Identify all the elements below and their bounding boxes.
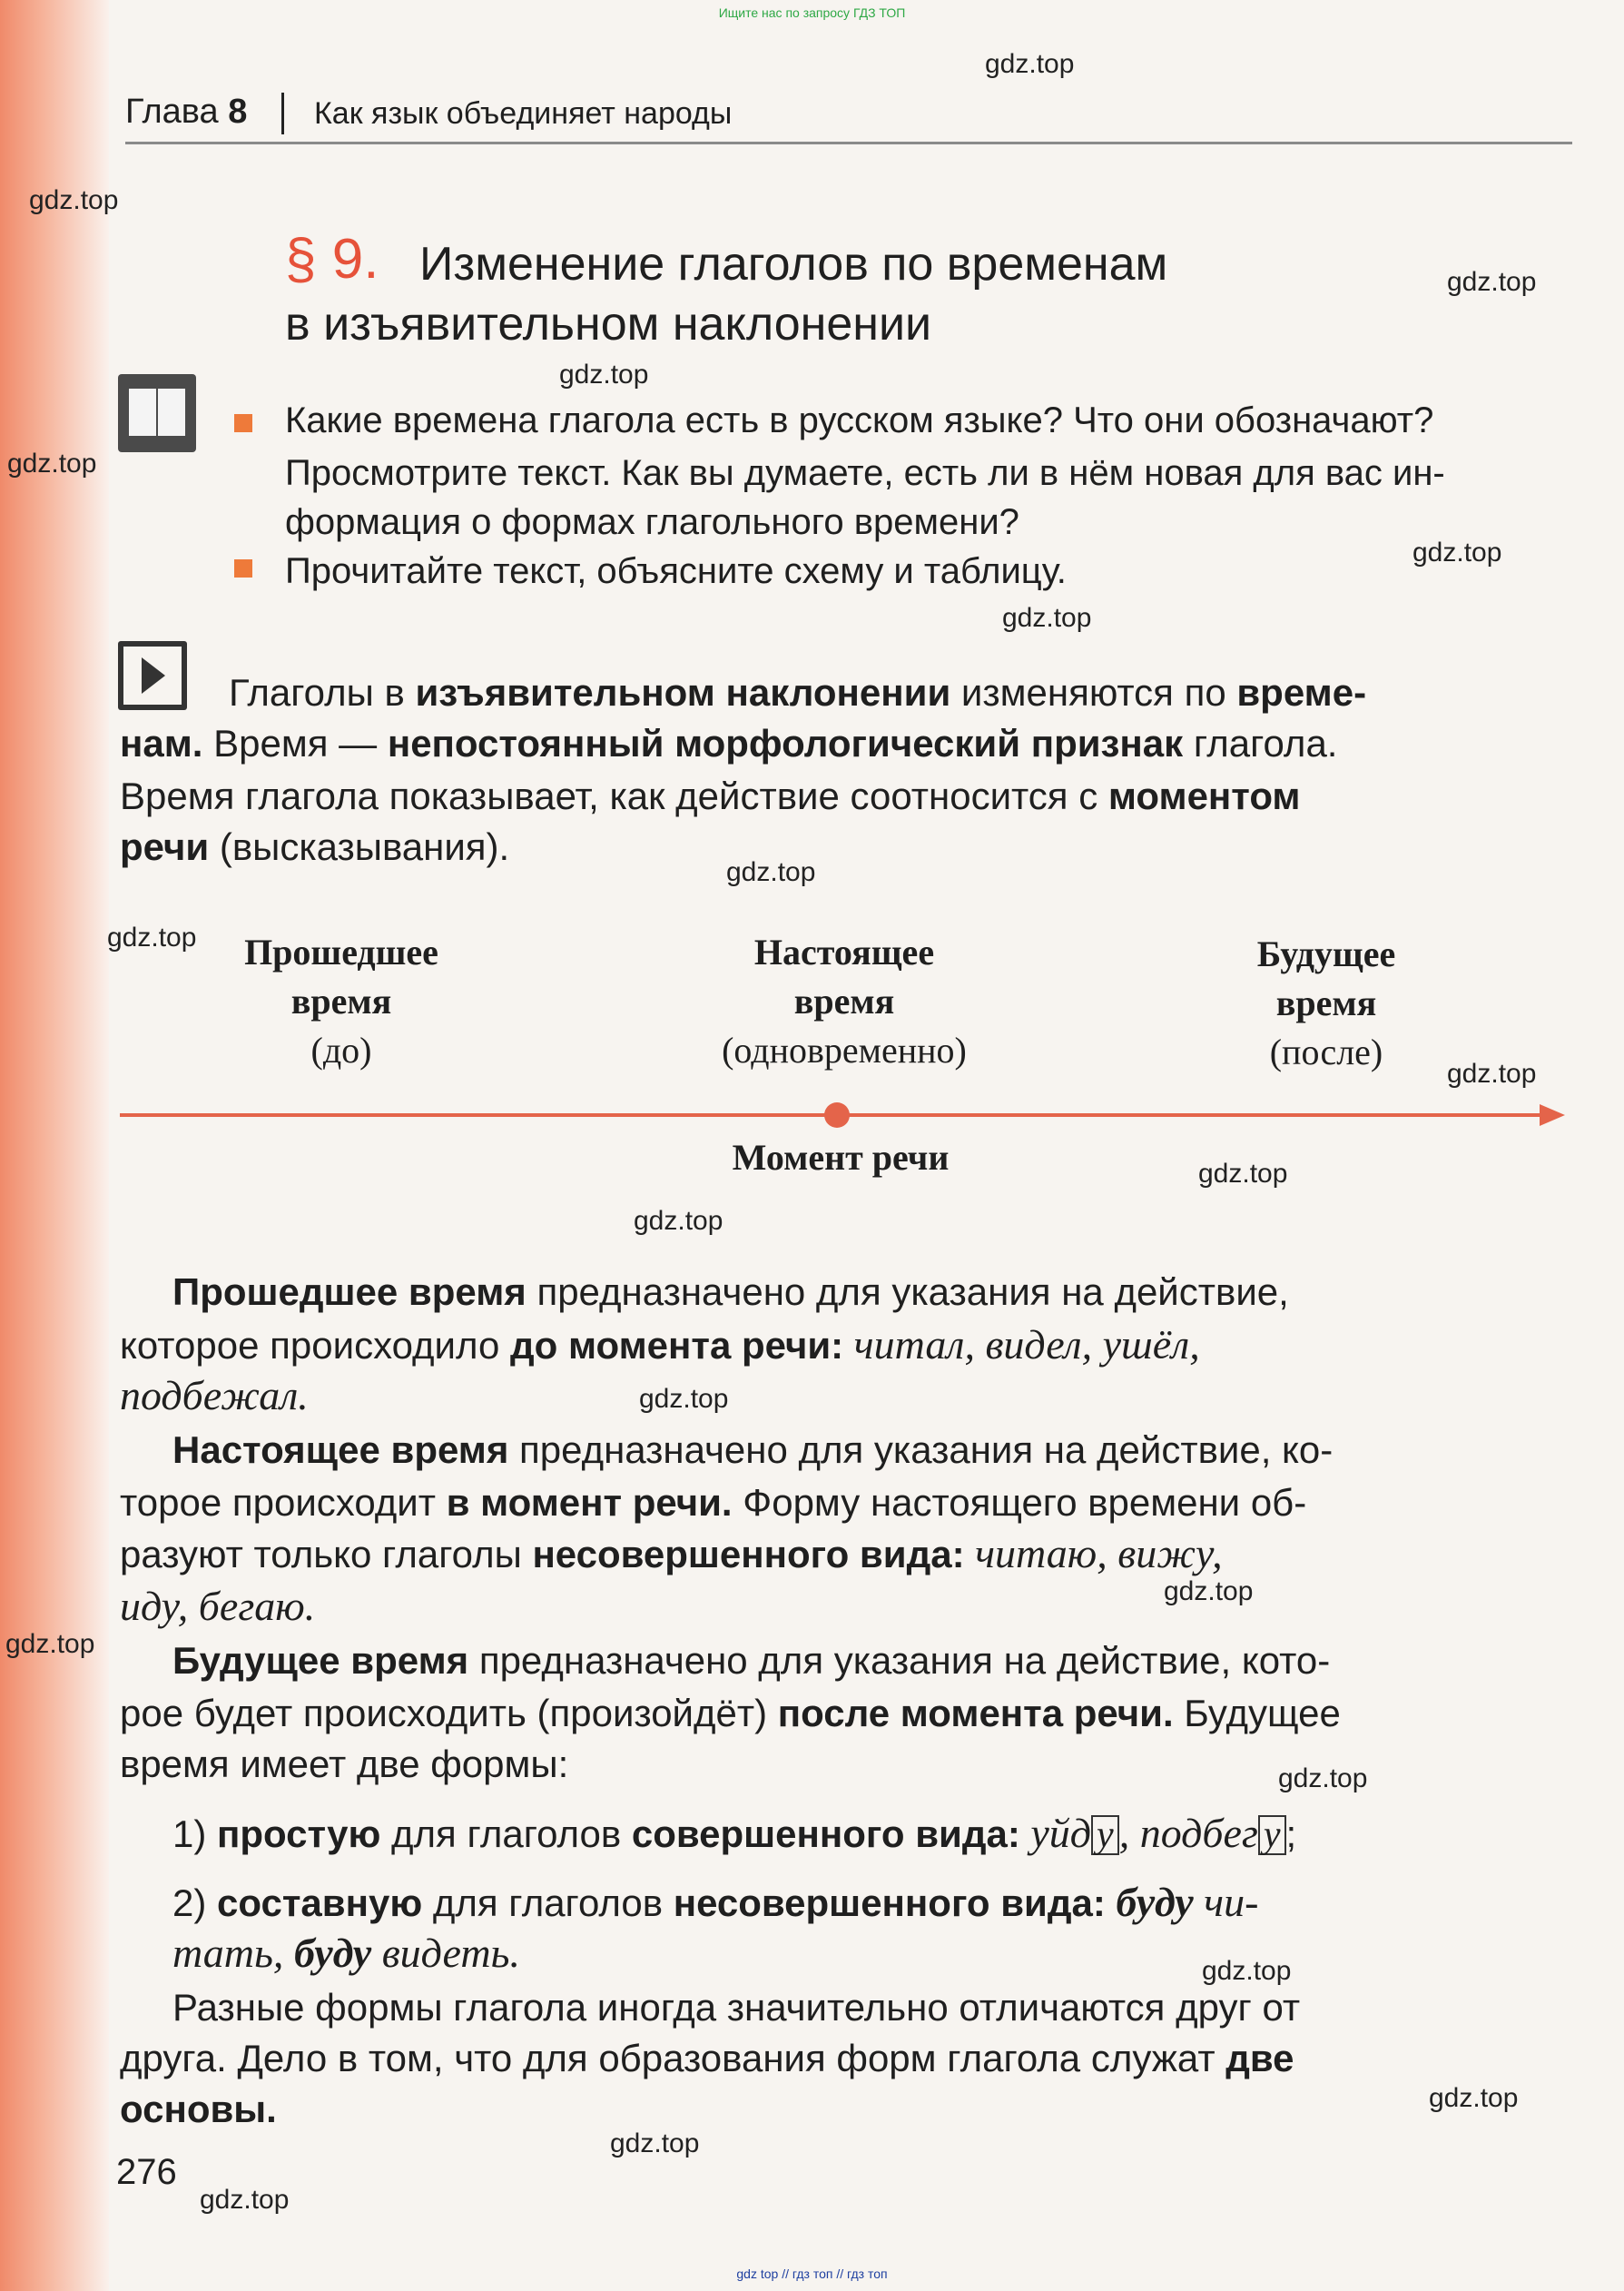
rule-line2: нам. Время — непостоянный морфологический признак глагола.: [120, 722, 1338, 765]
section-title-line1: Изменение глаголов по временам: [419, 238, 1168, 291]
watermark: gdz.top: [726, 857, 816, 887]
present-line3: разуют только глаголы несовершенного вида: читаю, вижу,: [120, 1530, 1223, 1576]
watermark: gdz.top: [1429, 2083, 1519, 2113]
watermark: gdz.top: [1278, 1763, 1368, 1793]
final-line1: Разные формы глагола иногда значительно отличаются друг от: [172, 1986, 1301, 2029]
future-form-2-line1: 2) составную для глаголов несовершенного вида: буду чи-: [172, 1879, 1259, 1925]
question-2: Прочитайте текст, объясните схему и таблицу.: [285, 551, 1067, 591]
rule-line3: Время глагола показывает, как действие соотносится с моментом: [120, 775, 1301, 817]
present-line2: торое происходит в момент речи. Форму настоящего времени об-: [120, 1481, 1307, 1524]
ending-box: у: [1091, 1815, 1119, 1855]
question-1-line1: Какие времена глагола есть в русском языке? Что они обозначают?: [285, 400, 1434, 440]
watermark: gdz.top: [1164, 1576, 1254, 1606]
past-line1: Прошедшее время предназначено для указания на действие,: [172, 1270, 1289, 1313]
watermark: gdz.top: [1412, 538, 1502, 568]
question-1-line2: Просмотрите текст. Как вы думаете, есть ли в нём новая для вас ин-: [285, 453, 1445, 493]
final-line2: друга. Дело в том, что для образования форм глагола служат две: [120, 2037, 1294, 2079]
future-line2: рое будет происходить (произойдёт) после момента речи. Будущее: [120, 1692, 1341, 1734]
bottom-note: gdz top // гдз топ // гдз топ: [736, 2266, 888, 2281]
present-line4: иду, бегаю.: [120, 1583, 316, 1629]
section-number: § 9.: [285, 228, 379, 291]
rule-line1: Глаголы в изъявительном наклонении изменяются по време-: [229, 671, 1367, 714]
watermark: gdz.top: [200, 2185, 290, 2215]
chapter-header: [125, 87, 1572, 144]
timeline-moment-label: Момент речи: [732, 1137, 950, 1178]
watermark: gdz.top: [559, 360, 649, 390]
watermark: gdz.top: [610, 2128, 700, 2158]
watermark: gdz.top: [7, 449, 97, 479]
ending-box: у: [1258, 1815, 1286, 1855]
top-note: Ищите нас по запросу ГДЗ ТОП: [718, 5, 906, 20]
timeline-past-label: Прошедшее время (до): [244, 932, 438, 1071]
rule-line4: речи (высказывания).: [120, 825, 510, 868]
past-line2: которое происходило до момента речи: читал, видел, ушёл,: [120, 1321, 1200, 1368]
section-title-line2: в изъявительном наклонении: [285, 298, 932, 351]
watermark: gdz.top: [1447, 267, 1537, 297]
page-edge-strip: [0, 0, 109, 2291]
timeline-present-label: Настоящее время (одновременно): [722, 932, 967, 1071]
watermark: gdz.top: [1202, 1956, 1292, 1986]
future-form-1: 1) простую для глаголов совершенного вида: уйд у , подбег у ;: [172, 1810, 1297, 1856]
header-separator: [281, 93, 284, 134]
final-line3: основы.: [120, 2088, 277, 2130]
bullet-square-icon: [234, 559, 252, 578]
watermark: gdz.top: [1198, 1159, 1288, 1189]
chapter-label: Глава 8: [125, 93, 248, 131]
watermark: gdz.top: [1002, 603, 1092, 633]
chapter-subtitle: Как язык объединяет народы: [314, 96, 733, 131]
question-1-line3: формация о формах глагольного времени?: [285, 502, 1019, 542]
timeline-moment-dot: [824, 1102, 850, 1128]
present-line1: Настоящее время предназначено для указания на действие, ко-: [172, 1428, 1334, 1471]
page-number: 276: [116, 2152, 177, 2192]
future-form-2-line2: тать, буду видеть.: [172, 1930, 520, 1976]
watermark: gdz.top: [1447, 1059, 1537, 1089]
watermark: gdz.top: [107, 923, 197, 953]
watermark: gdz.top: [985, 49, 1075, 79]
section-title: [285, 234, 1465, 354]
watermark: gdz.top: [29, 185, 119, 215]
watermark: gdz.top: [5, 1629, 95, 1659]
timeline-future-label: Будущее время (после): [1256, 933, 1396, 1072]
future-line1: Будущее время предназначено для указания на действие, кото-: [172, 1639, 1331, 1682]
book-icon: [118, 374, 196, 452]
play-icon: [118, 641, 187, 710]
past-line3: подбежал.: [120, 1372, 309, 1418]
future-line3: время имеет две формы:: [120, 1743, 569, 1785]
watermark: gdz.top: [639, 1384, 729, 1414]
watermark: gdz.top: [634, 1206, 723, 1236]
bullet-square-icon: [234, 414, 252, 432]
timeline-arrow-icon: [1540, 1104, 1565, 1126]
